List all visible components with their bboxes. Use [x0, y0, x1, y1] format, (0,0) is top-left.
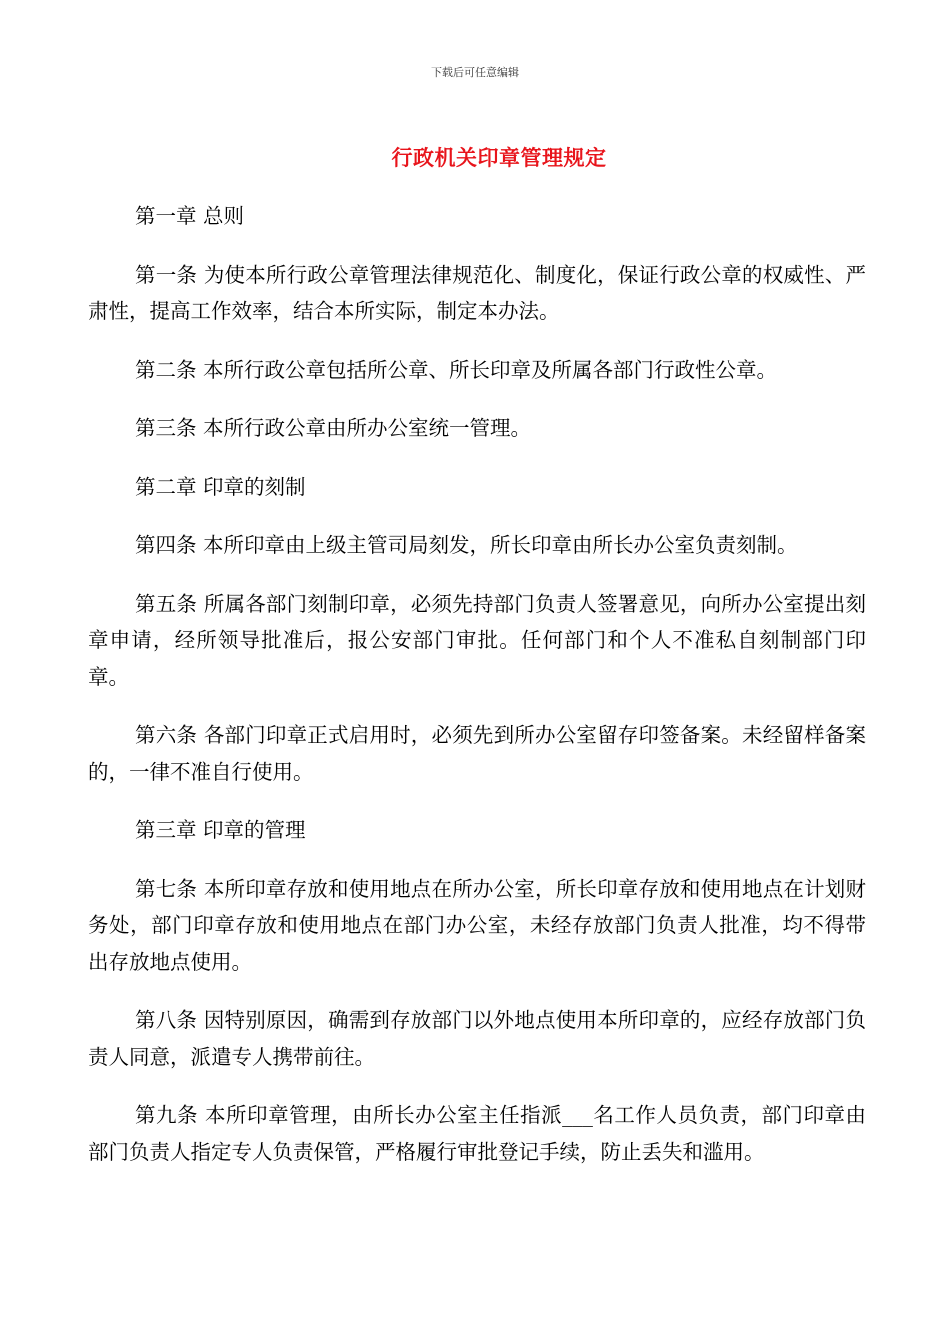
article-8: 第八条 因特别原因，确需到存放部门以外地点使用本所印章的，应经存放部门负责人同意，派遣专人携带前往。 [88, 1008, 866, 1069]
article-1: 第一条 为使本所行政公章管理法律规范化、制度化，保证行政公章的权威性、严肃性，提高工作效率，结合本所实际，制定本办法。 [88, 262, 866, 323]
article-9: 第九条 本所印章管理，由所长办公室主任指派___名工作人员负责，部门印章由部门负责人指定专人负责保管，严格履行审批登记手续，防止丢失和滥用。 [88, 1103, 866, 1164]
document-body [88, 198, 866, 1192]
document-title: 行政机关印章管理规定 [391, 145, 607, 170]
chapter-heading-3: 第三章 印章的管理 [135, 818, 306, 842]
article-5: 第五条 所属各部门刻制印章，必须先持部门负责人签署意见，向所办公室提出刻章申请，经所领导批准后，报公安部门审批。任何部门和个人不准私自刻制部门印章。 [88, 591, 866, 689]
article-7: 第七条 本所印章存放和使用地点在所办公室，所长印章存放和使用地点在计划财务处，部门印章存放和使用地点在部门办公室，未经存放部门负责人批准，均不得带出存放地点使用。 [88, 876, 866, 974]
article-6: 第六条 各部门印章正式启用时，必须先到所办公室留存印签备案。未经留样备案的，一律不准自行使用。 [88, 723, 866, 784]
chapter-heading-1: 第一章 总则 [135, 204, 245, 228]
article-3: 第三条 本所行政公章由所办公室统一管理。 [135, 416, 532, 440]
chapter-heading-2: 第二章 印章的刻制 [135, 474, 306, 499]
article-2: 第二条 本所行政公章包括所公章、所长印章及所属各部门行政性公章。 [135, 357, 778, 382]
article-4: 第四条 本所印章由上级主管司局刻发，所长印章由所长办公室负责刻制。 [135, 533, 798, 557]
header-note: 下载后可任意编辑 [431, 66, 519, 79]
